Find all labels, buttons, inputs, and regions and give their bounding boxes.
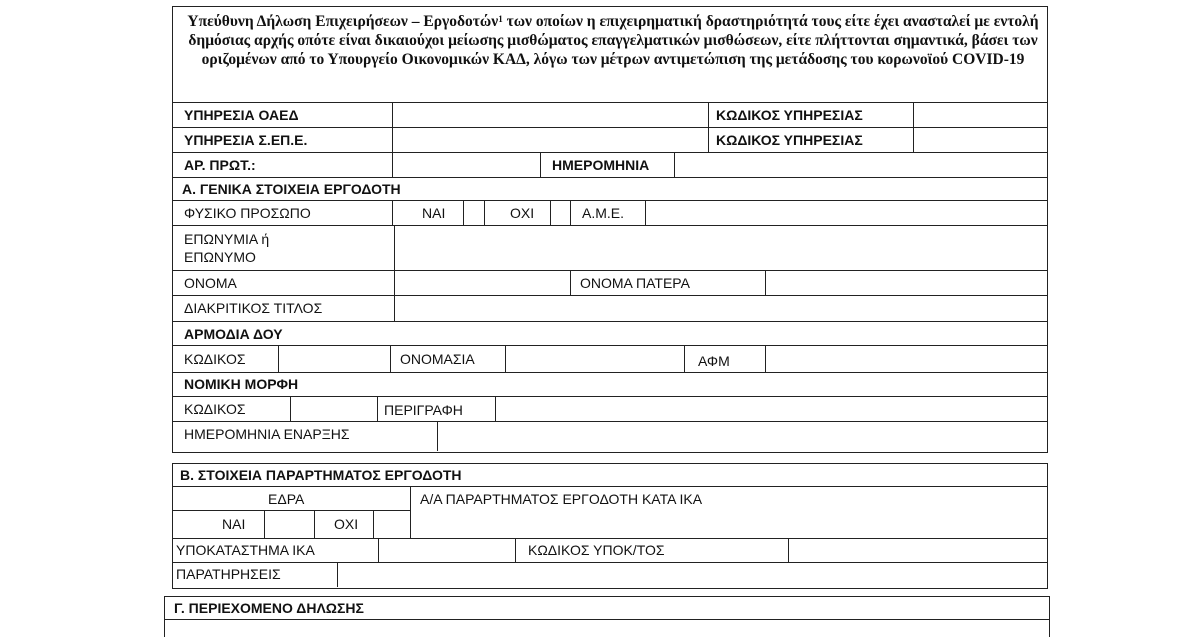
doy-name-label: ΟΝΟΜΑΣΙΑ <box>400 351 475 367</box>
form-title <box>180 12 1046 69</box>
ame-label: Α.Μ.Ε. <box>582 205 625 221</box>
sepe-field[interactable] <box>394 129 707 151</box>
doy-code-label: ΚΩΔΙΚΟΣ <box>184 351 246 367</box>
description-field[interactable] <box>497 398 1045 420</box>
father-name-label: ΟΝΟΜΑ ΠΑΤΕΡΑ <box>580 275 690 291</box>
branch-no-field[interactable] <box>412 511 1045 537</box>
seat-yes-label: ΝΑΙ <box>222 516 246 532</box>
afm-label: ΑΦΜ <box>698 353 730 369</box>
natural-person-yes-box[interactable] <box>465 202 483 224</box>
remarks-label: ΠΑΡΑΤΗΡΗΣΕΙΣ <box>176 566 281 582</box>
legal-code-field[interactable] <box>292 398 376 420</box>
doy-name-field[interactable] <box>507 347 683 371</box>
sepe-label: ΥΠΗΡΕΣΙΑ Σ.ΕΠ.Ε. <box>184 132 308 148</box>
form-title-main: Υπεύθυνη Δήλωση Επιχειρήσεων – Εργοδοτών <box>187 13 499 30</box>
oaed-code-field[interactable] <box>915 104 1045 126</box>
ame-field[interactable] <box>647 202 1045 224</box>
date-label: ΗΜΕΡΟΜΗΝΙΑ <box>552 157 650 173</box>
ika-branch-field[interactable] <box>380 540 514 561</box>
company-name-label <box>184 230 269 266</box>
description-label: ΠΕΡΙΓΡΑΦΗ <box>384 402 463 418</box>
section-b-title: Β. ΣΤΟΙΧΕΙΑ ΠΑΡΑΡΤΗΜΑΤΟΣ ΕΡΓΟΔΟΤΗ <box>180 467 462 483</box>
legal-form-title: ΝΟΜΙΚΗ ΜΟΡΦΗ <box>184 376 299 392</box>
protocol-label: ΑΡ. ΠΡΩΤ.: <box>184 157 256 173</box>
company-name-label-line2: ΕΠΩΝΥΜΟ <box>184 249 256 265</box>
start-date-label: ΗΜΕΡΟΜΗΝΙΑ ΕΝΑΡΞΗΣ <box>184 426 350 442</box>
trade-title-label: ΔΙΑΚΡΙΤΙΚΟΣ ΤΙΤΛΟΣ <box>184 300 323 316</box>
oaed-code-label: ΚΩΔΙΚΟΣ ΥΠΗΡΕΣΙΑΣ <box>716 107 863 123</box>
seat-no-label: ΟΧΙ <box>334 516 359 532</box>
form-title-rest: των οποίων η επιχειρηματική δραστηριότητά τους είτε έχει ανασταλεί με εντολή δημόσιας αρχής οπότε είναι δικαιούχοι μείωσης μισθώματος επαγγελματικών μισθώσεων, είτε πλήττονται σημαντικά, βάσει των οριζομένων από το Υπουργείο Οικονομικών ΚΑΔ, λόγω των μέτρων αντιμετώπιση της μετάδοσης του κορωνοϊού COVID-19 <box>188 13 1039 68</box>
section-c-title: Γ. ΠΕΡΙΕΧΟΜΕΝΟ ΔΗΛΩΣΗΣ <box>174 600 364 616</box>
oaed-field[interactable] <box>394 104 707 126</box>
first-name-field[interactable] <box>396 272 569 294</box>
natural-person-label: ΦΥΣΙΚΟ ΠΡΟΣΩΠΟ <box>184 205 311 221</box>
company-name-label-line1: ΕΠΩΝΥΜΙΑ ή <box>184 231 270 247</box>
footnote-mark: 1 <box>498 14 503 24</box>
afm-field[interactable] <box>767 347 1045 371</box>
trade-title-field[interactable] <box>396 297 1045 320</box>
company-name-field[interactable] <box>396 227 1045 269</box>
seat-no-box[interactable] <box>375 512 409 537</box>
seat-label: ΕΔΡΑ <box>268 491 305 507</box>
legal-code-label: ΚΩΔΙΚΟΣ <box>184 401 246 417</box>
doy-code-field[interactable] <box>280 347 389 371</box>
section-a-title: Α. ΓΕΝΙΚΑ ΣΤΟΙΧΕΙΑ ΕΡΓΟΔΟΤΗ <box>182 181 401 197</box>
ika-branch-label: ΥΠΟΚΑΤΑΣΤΗΜΑ ΙΚΑ <box>176 542 315 558</box>
branch-code-label: ΚΩΔΙΚΟΣ ΥΠΟΚ/ΤΟΣ <box>528 542 665 558</box>
start-date-field[interactable] <box>439 423 1045 450</box>
remarks-field[interactable] <box>339 564 1045 586</box>
date-field[interactable] <box>676 154 1045 176</box>
sepe-code-field[interactable] <box>915 129 1045 151</box>
first-name-label: ΟΝΟΜΑ <box>184 275 237 291</box>
oaed-label: ΥΠΗΡΕΣΙΑ ΟΑΕΔ <box>184 107 299 123</box>
sepe-code-label: ΚΩΔΙΚΟΣ ΥΠΗΡΕΣΙΑΣ <box>716 132 863 148</box>
father-name-field[interactable] <box>767 272 1045 294</box>
natural-person-yes-label: ΝΑΙ <box>422 205 446 221</box>
protocol-field[interactable] <box>394 154 539 176</box>
natural-person-no-box[interactable] <box>552 202 569 224</box>
branch-code-field[interactable] <box>790 540 1045 561</box>
seat-yes-box[interactable] <box>266 512 313 537</box>
branch-no-label: Α/Α ΠΑΡΑΡΤΗΜΑΤΟΣ ΕΡΓΟΔΟΤΗ ΚΑΤΑ ΙΚΑ <box>420 491 703 507</box>
tax-office-title: ΑΡΜΟΔΙΑ ΔΟΥ <box>184 326 283 342</box>
natural-person-no-label: ΟΧΙ <box>510 205 535 221</box>
